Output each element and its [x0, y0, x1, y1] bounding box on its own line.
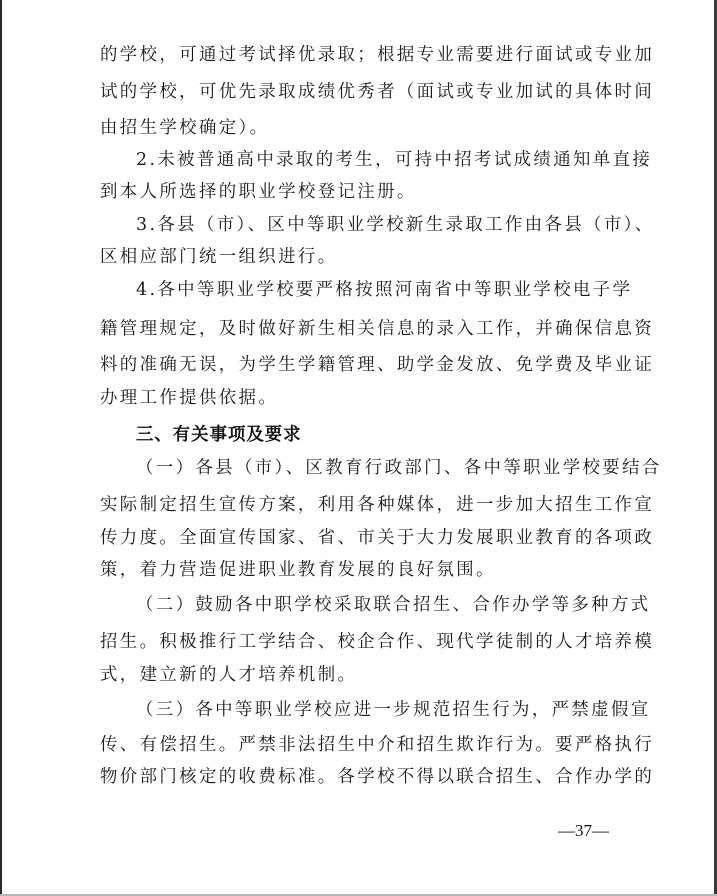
- paragraph-line-sub-3: （三）各中等职业学校应进一步规范招生行为，严禁虚假宣: [136, 700, 651, 720]
- paragraph-line: 试的学校，可优先录取成绩优秀者（面试或专业加试的具体时间: [100, 82, 655, 102]
- paragraph-line-sub-1: （一）各县（市）、区教育行政部门、各中等职业学校要结合: [136, 458, 662, 478]
- paragraph-line: 传、有偿招生。严禁非法招生中介和招生欺诈行为。要严格执行: [100, 735, 655, 755]
- paragraph-line-item-3: 3.各县（市）、区中等职业学校新生录取工作由各县（市）、: [136, 215, 655, 235]
- paragraph-line: 实际制定招生宣传方案，利用各种媒体，进一步加大招生工作宣: [100, 495, 655, 515]
- paragraph-line: 策，着力营造促进职业教育发展的良好氛围。: [100, 560, 496, 580]
- paragraph-line-item-4: 4.各中等职业学校要严格按照河南省中等职业学校电子学: [136, 280, 633, 300]
- page-number: —37—: [558, 821, 609, 840]
- paragraph-line-sub-2: （二）鼓励各中职学校采取联合招生、合作办学等多种方式: [136, 595, 651, 615]
- paragraph-line: 招生。积极推行工学结合、校企合作、现代学徒制的人才培养模: [100, 632, 655, 652]
- paragraph-line: 办理工作提供依据。: [100, 388, 279, 408]
- paragraph-line: 籍管理规定，及时做好新生相关信息的录入工作，并确保信息资: [100, 319, 655, 339]
- paragraph-line: 料的准确无误，为学生学籍管理、助学金发放、免学费及毕业证: [100, 355, 655, 375]
- paragraph-line: 的学校，可通过考试择优录取；根据专业需要进行面试或专业加: [100, 45, 655, 65]
- paragraph-line-item-2: 2.未被普通高中录取的考生，可持中招考试成绩通知单直接: [136, 150, 653, 170]
- section-heading: 三、有关事项及要求: [136, 425, 302, 445]
- paragraph-line: 式，建立新的人才培养机制。: [100, 665, 358, 685]
- paragraph-line: 由招生学校确定）。: [100, 118, 270, 138]
- paragraph-line: 传力度。全面宣传国家、省、市关于大力发展职业教育的各项政: [100, 528, 655, 548]
- paragraph-line: 到本人所选择的职业学校登记注册。: [100, 182, 417, 202]
- paragraph-line: 物价部门核定的收费标准。各学校不得以联合招生、合作办学的: [100, 767, 655, 787]
- paragraph-line: 区相应部门统一组织进行。: [100, 247, 338, 267]
